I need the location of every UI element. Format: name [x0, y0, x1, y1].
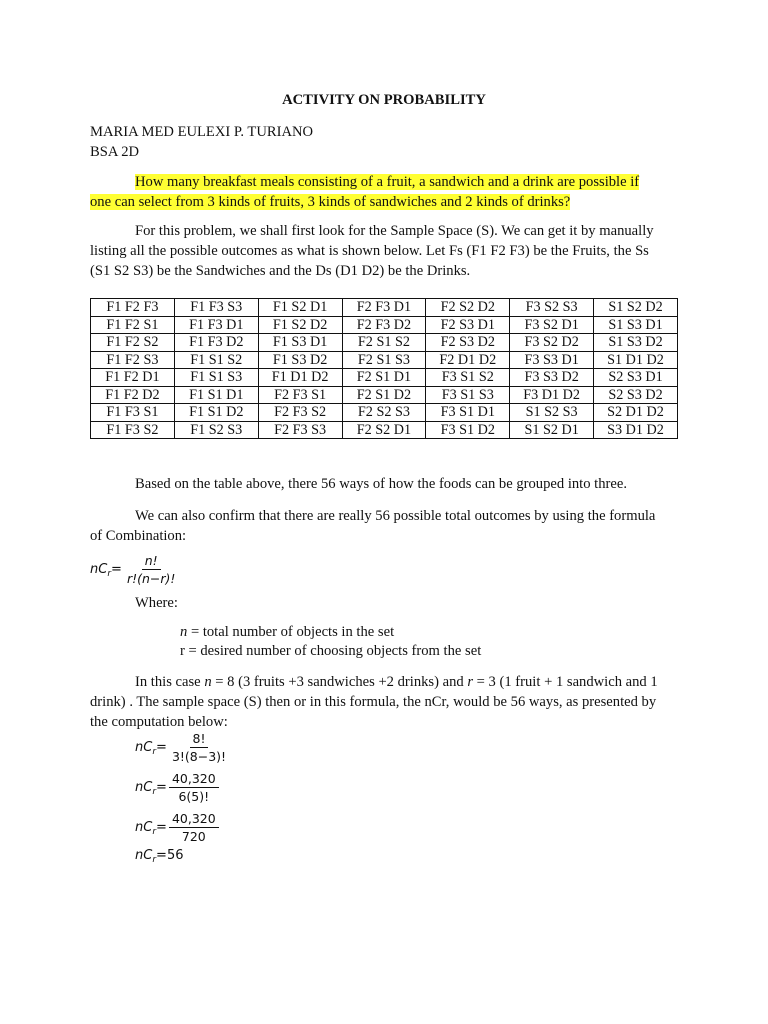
table-row	[91, 351, 678, 369]
step3-r: r	[152, 826, 157, 837]
table-cell: F1 S1 D1	[174, 386, 258, 404]
step3-n: n	[135, 820, 144, 835]
table-row	[91, 421, 678, 439]
step3-c: C	[143, 820, 153, 835]
table-row	[91, 316, 678, 334]
question-line-1: How many breakfast meals consisting of a fruit, a sandwich and a drink are possible if	[135, 174, 640, 190]
table-cell: F2 F3 S3	[258, 421, 342, 439]
table-cell: F3 S3 D2	[510, 369, 594, 387]
case-text-b: = 8 (3 fruits +3 sandwiches +2 drinks) and	[211, 674, 468, 690]
table-cell: F2 S1 D1	[342, 369, 426, 387]
formula-r-subscript: r	[107, 568, 112, 579]
result-value: 56	[166, 848, 184, 863]
step1-c: C	[143, 740, 153, 755]
formula-equals: =	[111, 562, 122, 577]
step1-r: r	[152, 746, 157, 757]
table-cell: F3 D1 D2	[510, 386, 594, 404]
case-r-var: r	[467, 674, 474, 690]
table-cell: F1 F2 D1	[91, 369, 175, 387]
based-sentence: Based on the table above, there 56 ways of how the foods can be grouped into three.	[135, 476, 627, 492]
table-cell: F1 S3 D1	[258, 334, 342, 352]
table-cell: S1 S3 D1	[594, 316, 678, 334]
table-cell: F3 S2 S3	[510, 299, 594, 317]
definition-n-text: = total number of objects in the set	[187, 624, 395, 640]
table-cell: F1 F3 S1	[91, 404, 175, 422]
table-cell: S1 S2 D1	[510, 421, 594, 439]
step2-r: r	[152, 786, 157, 797]
table-cell: F1 F3 S3	[174, 299, 258, 317]
table-cell: F1 F2 D2	[91, 386, 175, 404]
step3-equals: =	[156, 820, 167, 835]
confirm-line-2: of Combination:	[90, 528, 187, 544]
table-cell: S1 D1 D2	[594, 351, 678, 369]
table-cell: F3 S1 D1	[426, 404, 510, 422]
case-paragraph	[90, 672, 678, 732]
confirm-line-1: We can also confirm that there are really 56 possible total outcomes by using the formula	[135, 508, 656, 524]
author-name: MARIA MED EULEXI P. TURIANO	[90, 124, 314, 140]
table-cell: F1 D1 D2	[258, 369, 342, 387]
result-c: C	[143, 848, 153, 863]
table-cell: F1 S2 D2	[258, 316, 342, 334]
table-row	[91, 404, 678, 422]
definition-n	[180, 624, 394, 641]
combination-formula	[90, 553, 178, 586]
table-cell: F2 S1 S3	[342, 351, 426, 369]
table-cell: F2 S2 D1	[342, 421, 426, 439]
step2-equals: =	[156, 780, 167, 795]
formula-c: C	[98, 562, 108, 577]
section-label: BSA 2D	[90, 144, 140, 160]
table-cell: F3 S1 D2	[426, 421, 510, 439]
table-cell: F1 S1 S3	[174, 369, 258, 387]
result-n: n	[135, 848, 144, 863]
table-cell: F2 S1 S2	[342, 334, 426, 352]
formula-numerator: n!	[142, 553, 161, 570]
case-text-c: = 3 (1 fruit + 1 sandwich and 1	[473, 674, 658, 690]
table-cell: F1 S1 D2	[174, 404, 258, 422]
confirm-paragraph	[90, 506, 678, 546]
case-n-var: n	[204, 674, 212, 690]
table-cell: F3 S2 D1	[510, 316, 594, 334]
formula-denominator: r!(n−r)!	[126, 571, 176, 586]
table-cell: F3 S2 D2	[510, 334, 594, 352]
intro-line-1: For this problem, we shall first look for the Sample Space (S). We can get it by manually	[135, 223, 654, 239]
table-cell: S2 D1 D2	[594, 404, 678, 422]
table-cell: F1 S2 S3	[174, 421, 258, 439]
step3-numerator: 40,320	[169, 811, 219, 828]
table-cell: F3 S1 S3	[426, 386, 510, 404]
step2-denominator: 6(5)!	[178, 789, 210, 804]
table-cell: F1 F3 D2	[174, 334, 258, 352]
table-cell: F2 D1 D2	[426, 351, 510, 369]
table-cell: F1 F2 S2	[91, 334, 175, 352]
intro-paragraph	[90, 221, 678, 281]
step1-denominator: 3!(8−3)!	[171, 749, 227, 764]
table-cell: F2 F3 S2	[258, 404, 342, 422]
table-row	[91, 369, 678, 387]
table-cell: F1 F2 S3	[91, 351, 175, 369]
sample-space-table	[90, 298, 678, 439]
table-cell: F3 S3 D1	[510, 351, 594, 369]
intro-line-3: (S1 S2 S3) be the Sandwiches and the Ds (D1 D2) be the Drinks.	[90, 263, 471, 279]
table-cell: S2 S3 D1	[594, 369, 678, 387]
table-cell: F2 F3 D1	[342, 299, 426, 317]
question-line-2: one can select from 3 kinds of fruits, 3 kinds of sandwiches and 2 kinds of drinks?	[90, 194, 571, 210]
table-cell: S2 S3 D2	[594, 386, 678, 404]
where-label: Where:	[135, 595, 178, 611]
table-cell: F1 S2 D1	[258, 299, 342, 317]
table-cell: F1 F3 D1	[174, 316, 258, 334]
table-cell: F2 S2 D2	[426, 299, 510, 317]
formula-n: n	[90, 562, 99, 577]
table-cell: S1 S2 D2	[594, 299, 678, 317]
table-cell: S1 S2 S3	[510, 404, 594, 422]
step1-n: n	[135, 740, 144, 755]
case-line-2: drink) . The sample space (S) then or in this formula, the nCr, would be 56 ways, as presented by	[90, 694, 657, 710]
step1-fraction	[169, 731, 229, 764]
step1-equals: =	[156, 740, 167, 755]
table-cell: F1 F2 F3	[91, 299, 175, 317]
computation-step-3	[135, 811, 219, 844]
table-row	[91, 386, 678, 404]
document-title: ACTIVITY ON PROBABILITY	[282, 92, 486, 108]
step2-numerator: 40,320	[169, 771, 219, 788]
step3-denominator: 720	[181, 829, 206, 844]
table-cell: S3 D1 D2	[594, 421, 678, 439]
step3-fraction	[169, 811, 219, 844]
table-cell: F1 F3 S2	[91, 421, 175, 439]
case-text-a: In this case	[135, 674, 205, 690]
table-cell: F2 S1 D2	[342, 386, 426, 404]
result-r: r	[152, 854, 157, 865]
table-cell: F1 S1 S2	[174, 351, 258, 369]
intro-line-2: listing all the possible outcomes as what is shown below. Let Fs (F1 F2 F3) be the Fruits, the Ss	[90, 243, 649, 259]
step2-fraction	[169, 771, 219, 804]
computation-step-2	[135, 771, 219, 804]
table-cell: F2 S3 D1	[426, 316, 510, 334]
computation-result	[135, 848, 183, 863]
table-row	[91, 334, 678, 352]
table-cell: F2 F3 S1	[258, 386, 342, 404]
table-row	[91, 299, 678, 317]
formula-fraction	[124, 553, 178, 586]
table-cell: F2 F3 D2	[342, 316, 426, 334]
step2-n: n	[135, 780, 144, 795]
table-cell: F1 S3 D2	[258, 351, 342, 369]
case-line-3: the computation below:	[90, 714, 228, 730]
definition-n-var: n	[180, 624, 188, 640]
step1-numerator: 8!	[190, 731, 209, 748]
table-cell: F2 S2 S3	[342, 404, 426, 422]
case-line-1	[90, 672, 678, 692]
table-cell: F3 S1 S2	[426, 369, 510, 387]
question-paragraph	[90, 172, 678, 212]
step2-c: C	[143, 780, 153, 795]
table-cell: S1 S3 D2	[594, 334, 678, 352]
table-cell: F1 F2 S1	[91, 316, 175, 334]
computation-step-1	[135, 731, 229, 764]
result-equals: =	[156, 848, 167, 863]
table-cell: F2 S3 D2	[426, 334, 510, 352]
definition-r: r = desired number of choosing objects from the set	[180, 643, 482, 659]
